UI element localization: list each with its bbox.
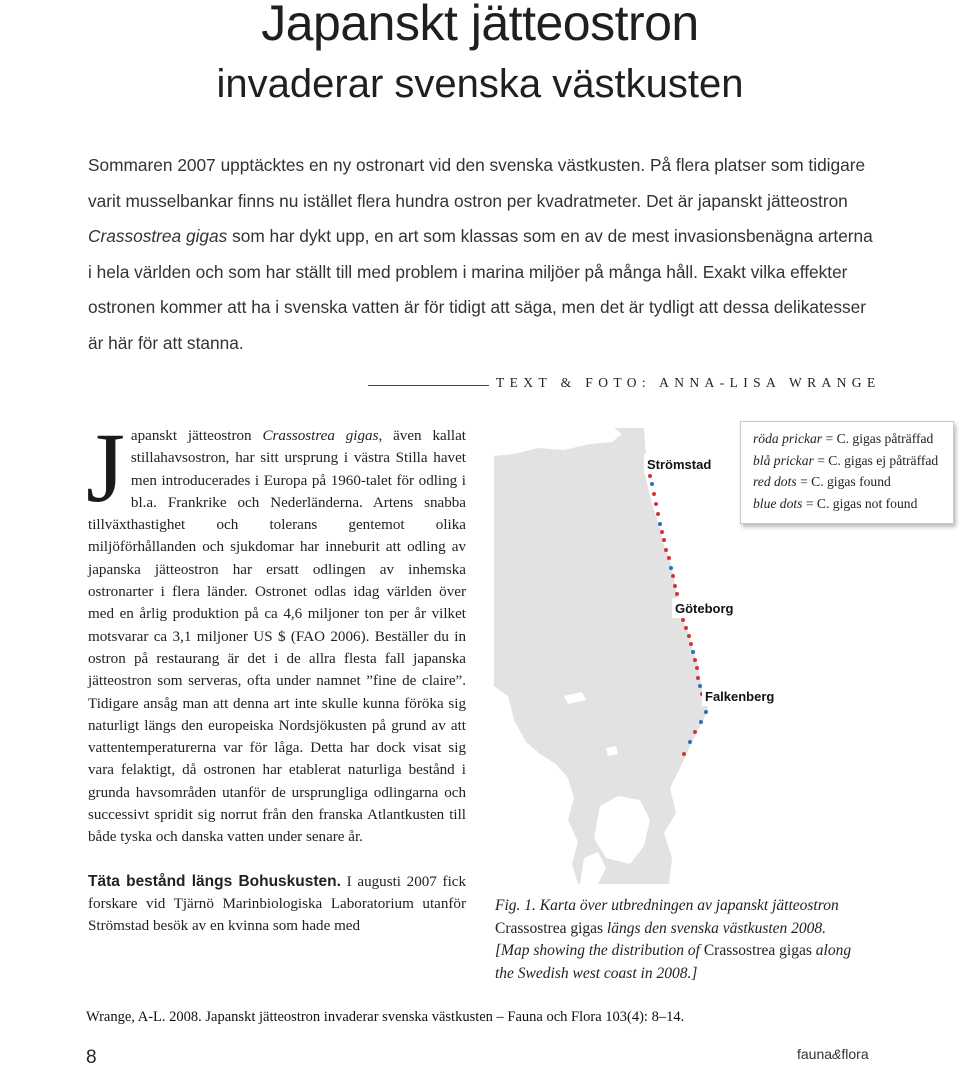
blue-dot	[698, 684, 702, 688]
article-title: Japanskt jätteostron	[261, 0, 699, 51]
blue-dot	[704, 710, 708, 714]
footer-brand: fauna&flora	[797, 1046, 869, 1062]
section-subheading: Täta bestånd längs Bohuskusten.	[88, 872, 341, 890]
red-dot	[654, 502, 658, 506]
body-text: apanskt jätteostron	[130, 428, 263, 444]
credit-rule	[368, 385, 489, 386]
map-legend	[740, 421, 954, 524]
author-credit: TEXT & FOTO: ANNA-LISA WRANGE	[496, 375, 881, 390]
legend-item: blå prickar = C. gigas ej påträffad	[753, 452, 939, 468]
red-dot	[689, 642, 693, 646]
red-dot	[675, 592, 679, 596]
map-label-gteborg: Göteborg	[675, 601, 734, 616]
caption-line: [Map showing the distribution of Crassostrea gigas along	[495, 942, 852, 959]
page-number: 8	[86, 1047, 97, 1068]
body-paragraph-2	[88, 871, 466, 938]
red-dot	[652, 492, 656, 496]
red-dot	[667, 556, 671, 560]
article-subtitle: invaderar svenska västkusten	[216, 62, 744, 106]
map-label-falkenberg: Falkenberg	[705, 689, 775, 704]
red-dot	[682, 752, 686, 756]
body-text: , även kallat stillahavsostron, har sitt ursprung i västra Stilla havet men introducerades i Europa på 1960-talet för odling i bl.a. Frankrike och Nederländerna. Artens snabba tillväxthastighet och tolerans gentemot olika miljöförhållanden och sjukdomar har inneburit att odling av japanska jätteostron har ersatt odlingen av inhemska ostronarter i flera länder. Ostronet odlas idag världen över med en årlig produktion på ca 4,6 miljoner ton per år vilket motsvarar ca 3,1 miljoner US $ (FAO 2006). Beställer du in ostron på restaurang är det i de allra flesta fall japanska jätteostron som serveras, ofta under namnet ”fine de claire”. Tidigare ansåg man att denna art inte skulle kunna föröka sig naturligt längs den europeiska Nordsjökusten på grund av att vattentemperaturerna var för låga. Detta har dock visat sig vara felaktigt, då ostronen har etablerat naturliga bestånd i grunda havsområden utanför de ursprungliga odlingarna och successivt spridit sig norrut från den franska Atlantkusten till både tyska och danska vatten under senare år.	[88, 428, 466, 846]
red-dot	[660, 530, 664, 534]
lead-text-1: Sommaren 2007 upptäcktes en ny ostronart vid den svenska västkusten. På flera platser som tidigare varit musselbankar finns nu istället flera hundra ostron per kvadratmeter. Det är japanskt jätteostron	[88, 155, 866, 211]
blue-dot	[650, 482, 654, 486]
red-dot	[673, 584, 677, 588]
red-dot	[693, 730, 697, 734]
red-dot	[664, 548, 668, 552]
red-dot	[696, 676, 700, 680]
blue-dot	[669, 566, 673, 570]
red-dot	[687, 634, 691, 638]
caption-line: Fig. 1. Karta över utbredningen av japanskt jätteostron	[495, 897, 839, 914]
red-dot	[684, 626, 688, 630]
blue-dot	[691, 650, 695, 654]
map-label-strmstad: Strömstad	[647, 457, 712, 472]
red-dot	[681, 618, 685, 622]
red-dot	[656, 512, 660, 516]
drop-cap: J	[86, 412, 125, 523]
body-paragraph-1	[86, 412, 466, 849]
caption-line: the Swedish west coast in 2008.]	[495, 964, 698, 982]
body-column	[86, 412, 467, 938]
lead-paragraph	[88, 148, 878, 362]
body-text: I augusti 2007 fick forskare vid Tjärnö Marinbiologiska Laboratorium utanför Strömstad besök av en kvinna som hade med	[88, 873, 467, 935]
red-dot	[662, 538, 666, 542]
citation: Wrange, A-L. 2008. Japanskt jätteostron invaderar svenska västkusten – Fauna och Flora 103(4): 8–14.	[86, 1009, 685, 1025]
blue-dot	[688, 740, 692, 744]
blue-dot	[658, 522, 662, 526]
red-dot	[693, 658, 697, 662]
legend-item: röda prickar = C. gigas påträffad	[753, 431, 934, 446]
body-species: Crassostrea gigas	[262, 428, 379, 444]
lead-species: Crassostrea gigas	[88, 226, 228, 247]
red-dot	[671, 574, 675, 578]
legend-item: red dots = C. gigas found	[753, 474, 891, 489]
lead-text-2: som har dykt upp, en art som klassas som en av de mest invasionsbenägna arterna i hela världen och som har ställt till med problem i marina miljöer på många håll. Exakt vilka effekter ostronen kommer att ha i svenska vatten är för tidigt att säga, men det är tydligt att dessa delikatesser är här för att stanna.	[88, 226, 873, 353]
red-dot	[695, 666, 699, 670]
legend-item: blue dots = C. gigas not found	[753, 495, 918, 511]
figure-caption	[495, 895, 895, 985]
caption-line: Crassostrea gigas längs den svenska västkusten 2008.	[495, 919, 827, 937]
red-dot	[648, 474, 652, 478]
blue-dot	[699, 720, 703, 724]
